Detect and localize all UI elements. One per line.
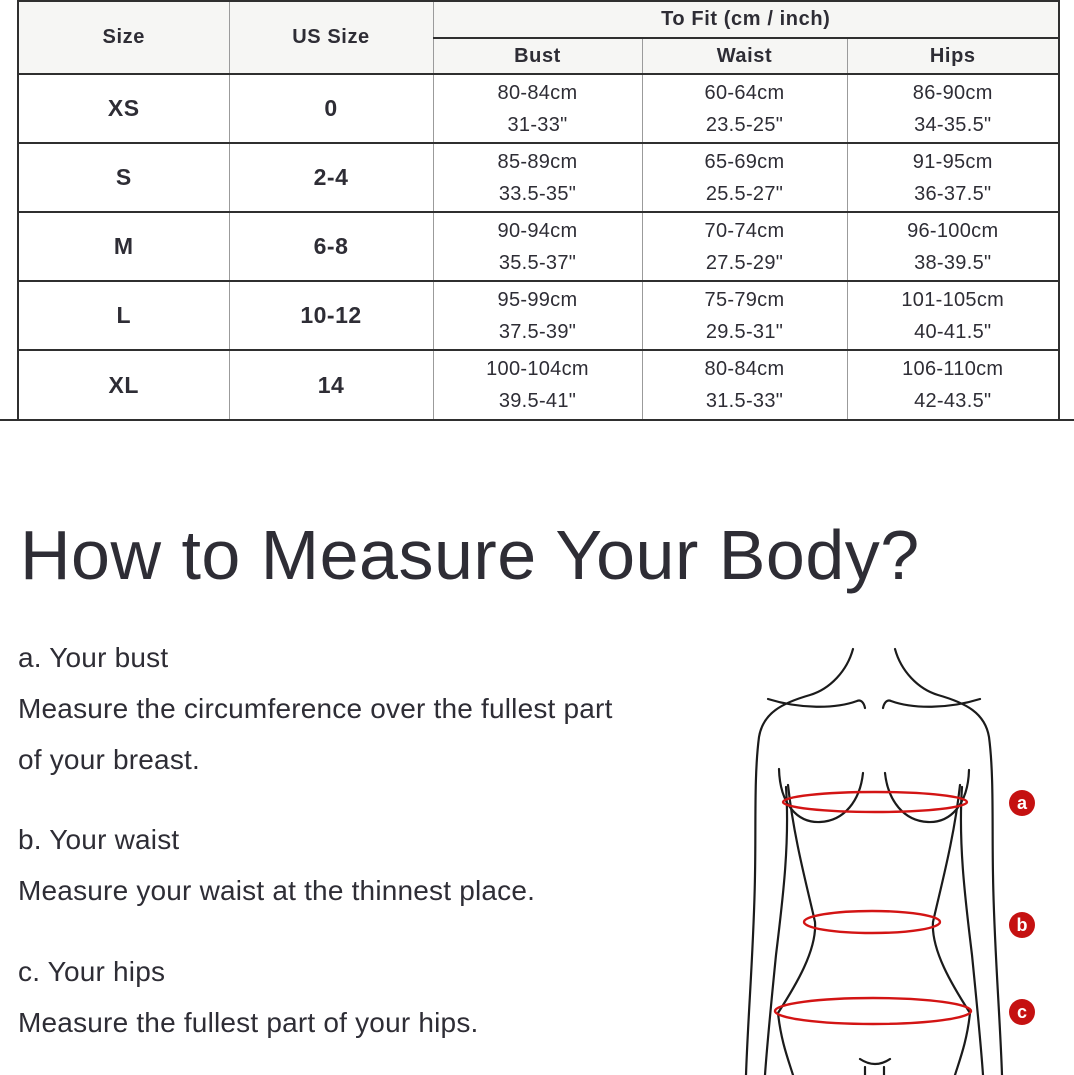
waist-inch-value: 25.5-27" — [705, 182, 784, 205]
bust-cell — [433, 281, 642, 350]
bust-measure-line — [783, 792, 967, 812]
us-size-cell: 6-8 — [229, 212, 433, 281]
measure-step-waist — [18, 814, 638, 916]
bust-cell — [433, 212, 642, 281]
bust-cm-value: 95-99cm — [497, 288, 578, 311]
hips-cm-value: 96-100cm — [907, 219, 999, 242]
bust-inch-value: 35.5-37" — [498, 251, 577, 274]
page-title: How to Measure Your Body? — [20, 516, 920, 594]
hips-cm-value: 101-105cm — [901, 288, 1005, 311]
measure-step-hips — [18, 946, 638, 1048]
size-chart-section — [0, 0, 1074, 421]
hips-inch-value: 34-35.5" — [914, 113, 992, 136]
us-size-cell: 14 — [229, 350, 433, 419]
figure-left-torso — [778, 785, 815, 1075]
waist-measure-line — [804, 911, 940, 933]
size-cell: S — [18, 143, 229, 212]
col-header-us-size: US Size — [229, 1, 433, 74]
hips-cell — [847, 143, 1059, 212]
size-cell: M — [18, 212, 229, 281]
bust-cm-value: 80-84cm — [497, 81, 578, 104]
hips-cm-value: 106-110cm — [902, 358, 1004, 380]
step-description: Measure the fullest part of your hips. — [18, 1007, 479, 1038]
figure-navel — [860, 1059, 890, 1064]
marker-b-badge: b — [1009, 912, 1035, 938]
hips-inch-value: 36-37.5" — [914, 182, 992, 205]
hips-inch-value: 42-43.5" — [914, 390, 992, 412]
size-cell: XL — [18, 350, 229, 419]
bust-cell — [433, 143, 642, 212]
bust-inch-value: 31-33" — [507, 113, 568, 136]
table-row-m — [18, 212, 1059, 281]
hips-cell — [847, 212, 1059, 281]
waist-cell — [642, 74, 847, 143]
waist-cm-value: 70-74cm — [704, 219, 785, 242]
hips-cell — [847, 281, 1059, 350]
bust-cell — [433, 350, 642, 419]
bust-cm-value: 100-104cm — [486, 358, 589, 380]
waist-inch-value: 31.5-33" — [705, 390, 784, 412]
waist-cm-value: 60-64cm — [704, 81, 785, 104]
size-chart-table — [17, 0, 1060, 419]
bust-cm-value: 85-89cm — [497, 150, 578, 173]
waist-cell — [642, 212, 847, 281]
step-label: c. Your hips — [18, 956, 166, 987]
step-description: Measure the circumference over the fullest part of your breast. — [18, 693, 613, 775]
table-row-l — [18, 281, 1059, 350]
us-size-cell: 0 — [229, 74, 433, 143]
hips-cm-value: 91-95cm — [912, 150, 993, 173]
figure-right-outline — [895, 649, 1002, 1075]
col-header-waist: Waist — [642, 38, 847, 74]
waist-inch-value: 23.5-25" — [705, 113, 784, 136]
measure-step-bust — [18, 632, 638, 785]
hips-inch-value: 38-39.5" — [914, 251, 992, 274]
col-header-hips: Hips — [847, 38, 1059, 74]
us-size-cell: 2-4 — [229, 143, 433, 212]
waist-cm-value: 75-79cm — [704, 288, 785, 311]
waist-inch-value: 27.5-29" — [705, 251, 784, 274]
size-cell: XS — [18, 74, 229, 143]
us-size-cell: 10-12 — [229, 281, 433, 350]
marker-c-badge: c — [1009, 999, 1035, 1025]
hips-cell — [847, 350, 1059, 419]
waist-inch-value: 29.5-31" — [705, 320, 784, 343]
hips-measure-line — [775, 998, 971, 1024]
table-row-s — [18, 143, 1059, 212]
waist-cell — [642, 281, 847, 350]
hips-cm-value: 86-90cm — [912, 81, 993, 104]
hips-inch-value: 40-41.5" — [914, 320, 992, 343]
waist-cell — [642, 350, 847, 419]
marker-a-badge: a — [1009, 790, 1035, 816]
table-row-xs — [18, 74, 1059, 143]
bust-inch-value: 33.5-35" — [498, 182, 577, 205]
figure-left-outline — [746, 649, 853, 1075]
bust-cm-value: 90-94cm — [497, 219, 578, 242]
col-header-to-fit: To Fit (cm / inch) — [433, 1, 1059, 38]
size-cell: L — [18, 281, 229, 350]
bust-inch-value: 37.5-39" — [498, 320, 577, 343]
col-header-size: Size — [18, 1, 229, 74]
col-header-bust: Bust — [433, 38, 642, 74]
waist-cell — [642, 143, 847, 212]
table-header-row-main — [18, 1, 1059, 38]
bust-cell — [433, 74, 642, 143]
step-label: a. Your bust — [18, 642, 169, 673]
step-description: Measure your waist at the thinnest place. — [18, 875, 536, 906]
bust-inch-value: 39.5-41" — [498, 390, 577, 412]
figure-right-arm-inner — [961, 787, 983, 1075]
table-row-xl — [18, 350, 1059, 419]
waist-cm-value: 65-69cm — [704, 150, 785, 173]
hips-cell — [847, 74, 1059, 143]
figure-left-arm-inner — [765, 787, 787, 1075]
figure-right-torso — [933, 785, 970, 1075]
waist-cm-value: 80-84cm — [704, 358, 785, 380]
step-label: b. Your waist — [18, 824, 180, 855]
